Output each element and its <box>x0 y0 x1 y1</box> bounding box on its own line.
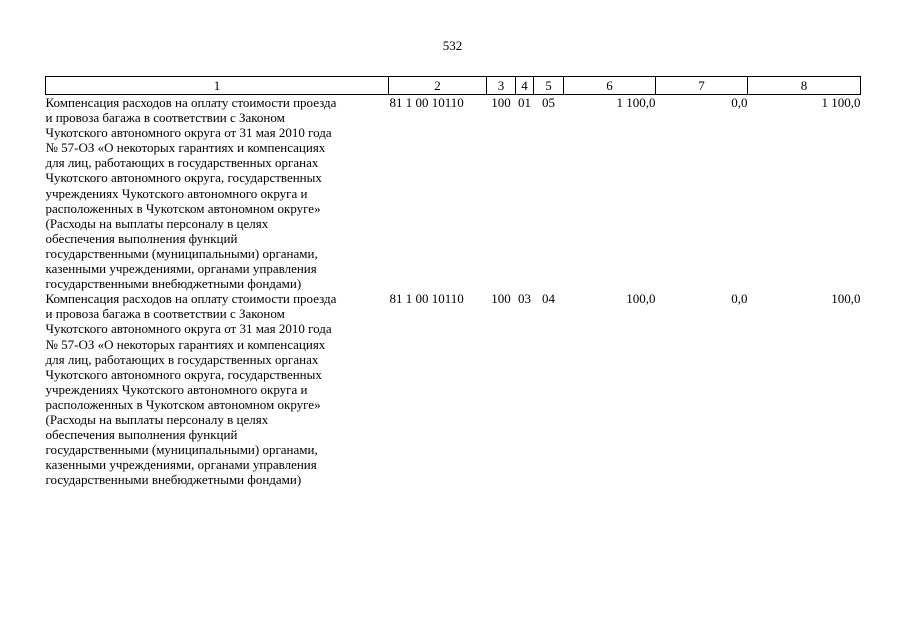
row-col-7: 0,0 <box>731 291 748 307</box>
row-col-5: 05 <box>542 95 555 110</box>
row-col-5: 04 <box>542 291 555 307</box>
description-line: Чукотского автономного округа, государственных <box>45 170 322 186</box>
page-number: 532 <box>442 38 463 53</box>
table-row <box>46 291 861 487</box>
description-line: обеспечения выполнения функций <box>45 427 238 443</box>
header-col-3: 3 <box>487 77 516 95</box>
header-col-1: 1 <box>46 77 389 95</box>
description-line: учреждениях Чукотского автономного округа и <box>45 185 308 201</box>
row-code: 81 1 00 10110 <box>389 95 464 110</box>
budget-table <box>45 76 861 487</box>
description-line: Компенсация расходов на оплату стоимости проезда <box>45 95 337 110</box>
row-col-7: 0,0 <box>731 95 748 110</box>
header-col-8: 8 <box>748 77 861 95</box>
header-col-2: 2 <box>389 77 487 95</box>
description-line: учреждениях Чукотского автономного округа и <box>45 381 308 397</box>
row-col-3: 100 <box>491 291 511 307</box>
header-row <box>46 77 861 95</box>
description-line: для лиц, работающих в государственных органах <box>45 351 319 367</box>
description-line: и провоза багажа в соответствии с Законом <box>45 306 285 322</box>
description-line: государственными внебюджетными фондами) <box>45 276 302 292</box>
description-line: Компенсация расходов на оплату стоимости проезда <box>45 291 337 307</box>
description-line: государственными внебюджетными фондами) <box>45 472 302 488</box>
description-line: Чукотского автономного округа от 31 мая 2010 года <box>45 321 332 337</box>
description-line: обеспечения выполнения функций <box>45 230 238 246</box>
description-line: (Расходы на выплаты персоналу в целях <box>45 215 269 231</box>
description-line: № 57-ОЗ «О некоторых гарантиях и компенсациях <box>45 336 326 352</box>
row-col-6: 100,0 <box>626 291 656 307</box>
row-col-4: 01 <box>518 95 531 110</box>
row-code: 81 1 00 10110 <box>389 291 464 307</box>
row-col-3: 100 <box>491 95 511 110</box>
header-col-4: 4 <box>516 77 534 95</box>
table-row <box>46 95 861 292</box>
description-line: (Расходы на выплаты персоналу в целях <box>45 411 269 427</box>
row-col-6: 1 100,0 <box>616 95 656 110</box>
row-description <box>46 291 389 487</box>
description-line: и провоза багажа в соответствии с Законом <box>45 110 285 126</box>
header-col-5: 5 <box>534 77 564 95</box>
description-line: расположенных в Чукотском автономном округе» <box>45 200 321 216</box>
description-line: № 57-ОЗ «О некоторых гарантиях и компенсациях <box>45 140 326 156</box>
row-col-4: 03 <box>518 291 531 307</box>
description-line: Чукотского автономного округа от 31 мая 2010 года <box>45 125 332 141</box>
header-col-7: 7 <box>656 77 748 95</box>
description-line: казенными учреждениями, органами управления <box>45 457 317 473</box>
description-line: расположенных в Чукотском автономном округе» <box>45 396 321 412</box>
row-col-8: 100,0 <box>831 291 861 307</box>
row-col-8: 1 100,0 <box>821 95 861 110</box>
description-line: казенными учреждениями, органами управления <box>45 261 317 277</box>
header-col-6: 6 <box>564 77 656 95</box>
description-line: Чукотского автономного округа, государственных <box>45 366 322 382</box>
description-line: государственными (муниципальными) органами, <box>45 442 318 458</box>
description-line: государственными (муниципальными) органами, <box>45 245 318 261</box>
description-line: для лиц, работающих в государственных органах <box>45 155 319 171</box>
row-description <box>46 95 389 292</box>
